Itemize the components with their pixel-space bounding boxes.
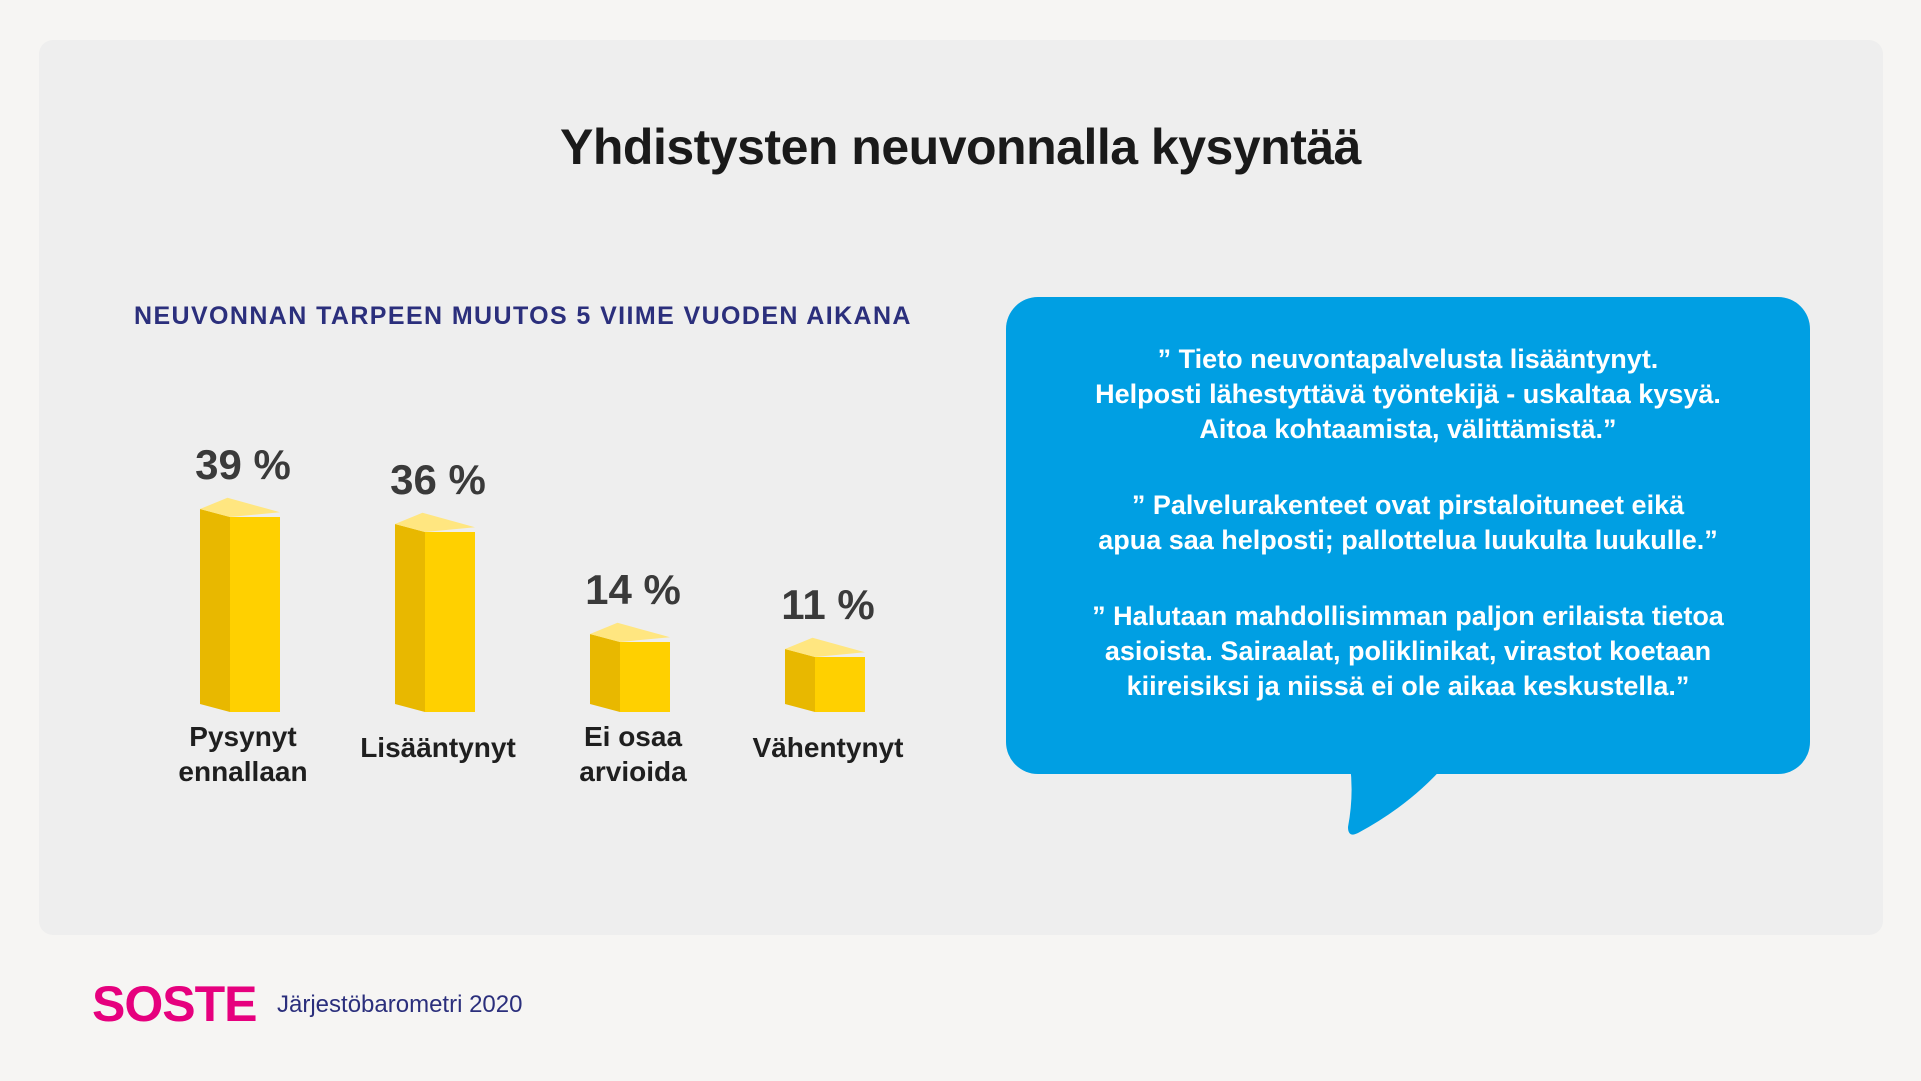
bar-1: [425, 532, 475, 712]
value-label-0: 39 %: [195, 441, 291, 488]
bar-0: [230, 517, 280, 712]
value-label-2: 14 %: [585, 566, 681, 613]
category-label-3: [753, 732, 904, 763]
quote-3: ” Halutaan mahdollisimman paljon erilaista tietoa asioista. Sairaalat, poliklinikat, virastot koetaan kiireisiksi ja niissä ei ole aikaa keskustella.”: [1092, 601, 1724, 701]
bar-2: [620, 642, 670, 712]
chart-title: NEUVONNAN TARPEEN MUUTOS 5 VIIME VUODEN AIKANA: [134, 302, 912, 330]
value-label-1: 36 %: [390, 456, 486, 503]
category-label-line: Ei osaa: [583, 721, 683, 752]
value-label-3: 11 %: [781, 581, 875, 628]
bar-side-3: [785, 649, 815, 712]
bar-side-0: [200, 509, 230, 712]
category-label-0: [178, 721, 307, 787]
category-label-line: arvioida: [579, 756, 687, 787]
bar-3: [815, 657, 865, 712]
category-label-line: Vähentynyt: [752, 732, 904, 763]
category-label-line: Lisääntynyt: [360, 732, 516, 763]
bar-side-2: [590, 634, 620, 712]
quote-1: ” Tieto neuvontapalvelusta lisääntynyt. Helposti lähestyttävä työntekijä - uskaltaa kysyä. Aitoa kohtaamista, välittämistä.”: [1095, 344, 1721, 444]
category-label-1: [360, 732, 516, 763]
category-label-line: ennallaan: [178, 756, 308, 787]
page-title: Yhdistysten neuvonnalla kysyntää: [560, 119, 1361, 175]
bar-side-1: [395, 524, 425, 712]
quote-2: ” Palvelurakenteet ovat pirstaloituneet eikä apua saa helposti; pallottelua luukulta luukulle.”: [1098, 490, 1718, 555]
category-label-2: [579, 721, 687, 787]
quotes-block: [1006, 342, 1810, 745]
speech-bubble-tail: [1340, 765, 1450, 840]
category-label-line: Pysynyt: [189, 721, 297, 752]
soste-logo: SOSTE: [92, 976, 257, 1032]
source-label: Järjestöbarometri 2020: [277, 991, 523, 1018]
